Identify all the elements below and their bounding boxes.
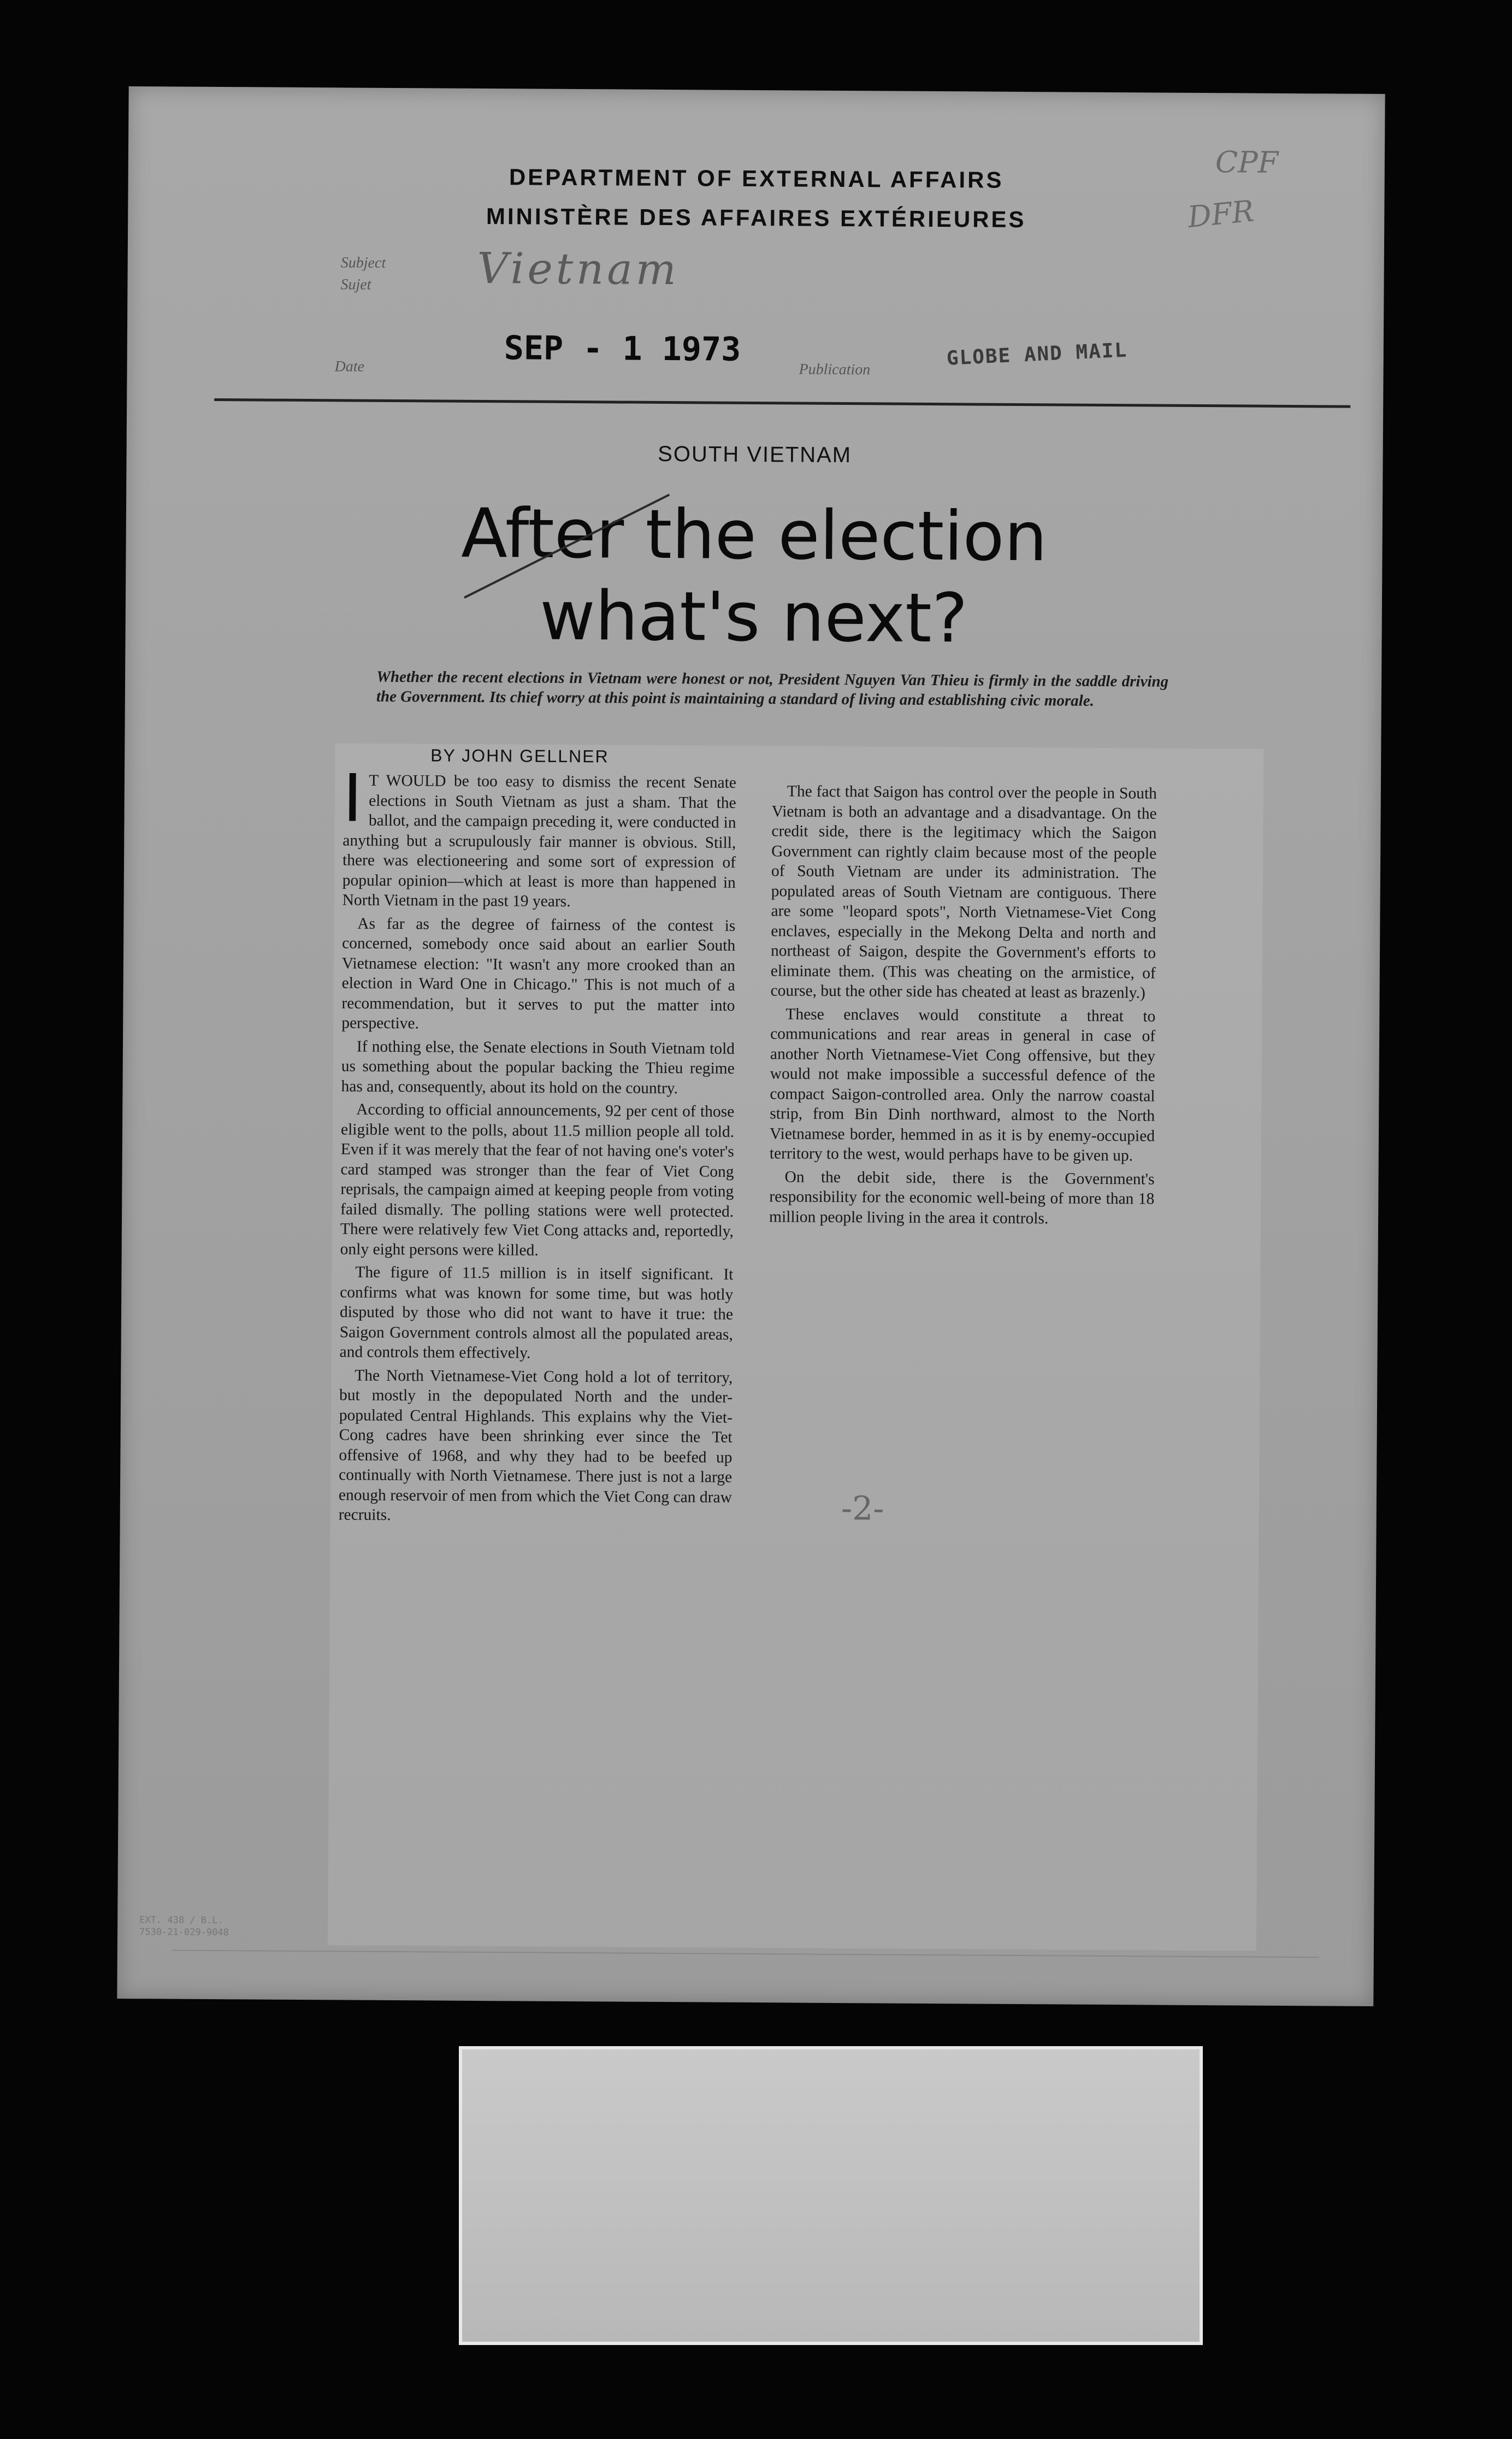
form-code-line-1: EXT. 438 / B.L. bbox=[139, 1914, 223, 1927]
date-stamp: SEP - 1 1973 bbox=[504, 329, 741, 369]
clipping-sheet bbox=[117, 86, 1385, 2006]
department-name-english: DEPARTMENT OF EXTERNAL AFFAIRS bbox=[509, 164, 1004, 193]
headline-line-2: what's next? bbox=[539, 576, 968, 658]
paragraph: If nothing else, the Senate elections in South Vietnam told us something about the popular backing the Thieu regime has and, consequently, about its hold on the country. bbox=[341, 1038, 735, 1097]
form-divider bbox=[214, 398, 1350, 408]
paragraph: According to official announcements, 92 per cent of those eligible went to the polls, about 11.5 million people all told. Even if it was merely that the fear of not having one's voter's card stamped was stronger than the fear of Viet Cong reprisals, the campaign aimed at keeping people from voting failed dismally. The polling stations were well protected. There were relatively few Viet Cong attacks and, reportedly, only eight persons were killed. bbox=[340, 1100, 735, 1259]
corner-annotation-2: DFR bbox=[1186, 193, 1256, 235]
article-kicker: SOUTH VIETNAM bbox=[658, 441, 852, 468]
paragraph: IT WOULD be too easy to dismiss the recent Senate elections in South Vietnam as just a sham. That the ballot, and the campaign preceding it, were conducted in anything but a scrupulously fair manner is obvious. Still, there was electioneering and some sort of expression of popular opinion—which at least is more than happened in North Vietnam in the past 19 years. bbox=[342, 761, 737, 910]
publication-label: Publication bbox=[799, 361, 871, 379]
form-code bbox=[139, 1914, 229, 1939]
byline: BY JOHN GELLNER bbox=[430, 745, 609, 767]
paragraph: As far as the degree of fairness of the contest is concerned, somebody once said about an earlier South Vietnamese election: "It wasn't any more crooked than an election in Ward One in Chicago." This is not much of a recommendation, but it serves to put the matter into perspective. bbox=[341, 915, 736, 1033]
paragraph: The fact that Saigon has control over the people in South Vietnam is both an advantage and a disadvantage. On the credit side, there is the legitimacy which the Saigon Government can rightly claim because most of the people of South Vietnam are under its administration. The populated areas of South Vietnam are contiguous. There are some "leopard spots", North Vietnamese-Viet Cong enclaves, especially in the Mekong Delta and north and northeast of Saigon, despite the Government's efforts to eliminate them. (This was cheating on the armistice, of course, but the other side has cheated at least as brazenly.) bbox=[770, 782, 1157, 1002]
corner-annotation-1: CPF bbox=[1215, 145, 1279, 180]
sujet-label: Sujet bbox=[340, 276, 371, 293]
article-column-left bbox=[338, 761, 737, 1530]
date-label: Date bbox=[334, 358, 365, 375]
form-code-line-2: 7530-21-029-9048 bbox=[139, 1927, 229, 1939]
headline-line-1: After the election bbox=[460, 494, 1048, 577]
paragraph: On the debit side, there is the Government's responsibility for the economic well-being of more than 18 million people living in the area it controls. bbox=[769, 1168, 1155, 1227]
blank-paper-strip bbox=[459, 2046, 1203, 2345]
page-number-annotation: -2- bbox=[841, 1489, 884, 1528]
subject-label: Subject bbox=[340, 254, 386, 272]
paragraph: The North Vietnamese-Viet Cong hold a lot of territory, but mostly in the depopulated North and the under-populated Central Highlands. This explains why the Viet-Cong cadres have been shrinking ever since the Tet offensive of 1968, and why they had to be beefed up continually with North Vietnamese. There just is not a large enough reservoir of men from which the Viet Cong can draw recruits. bbox=[338, 1366, 733, 1524]
department-name-french: MINISTÈRE DES AFFAIRES EXTÉRIEURES bbox=[486, 203, 1026, 233]
article-deck: Whether the recent elections in Vietnam were honest or not, President Nguyen Van Thieu is firmly in the saddle driving the Government. Its chief worry at this point is maintaining a standard of living and establishing civic morale. bbox=[376, 668, 1169, 710]
article-column-right bbox=[769, 781, 1157, 1232]
paragraph: These enclaves would constitute a threat to communications and rear areas in general in case of another North Vietnamese-Viet Cong offensive, but they would not make impossible a successful defence of the compact Saigon-controlled area. Only the narrow coastal strip, from Bin Dinh northward, almost to the North Vietnamese border, hemmed in as it is by enemy-occupied territory to the west, would perhaps have to be given up. bbox=[769, 1005, 1156, 1165]
publication-stamp: GLOBE AND MAIL bbox=[946, 339, 1128, 370]
paragraph: The figure of 11.5 million is in itself significant. It confirms what was known for some time, but was hotly disputed by those who did not want to have it true: the Saigon Government controls almost all the populated areas, and controls them effectively. bbox=[339, 1263, 734, 1362]
bottom-edge-line bbox=[172, 1950, 1319, 1958]
subject-value: Vietnam bbox=[477, 244, 680, 295]
